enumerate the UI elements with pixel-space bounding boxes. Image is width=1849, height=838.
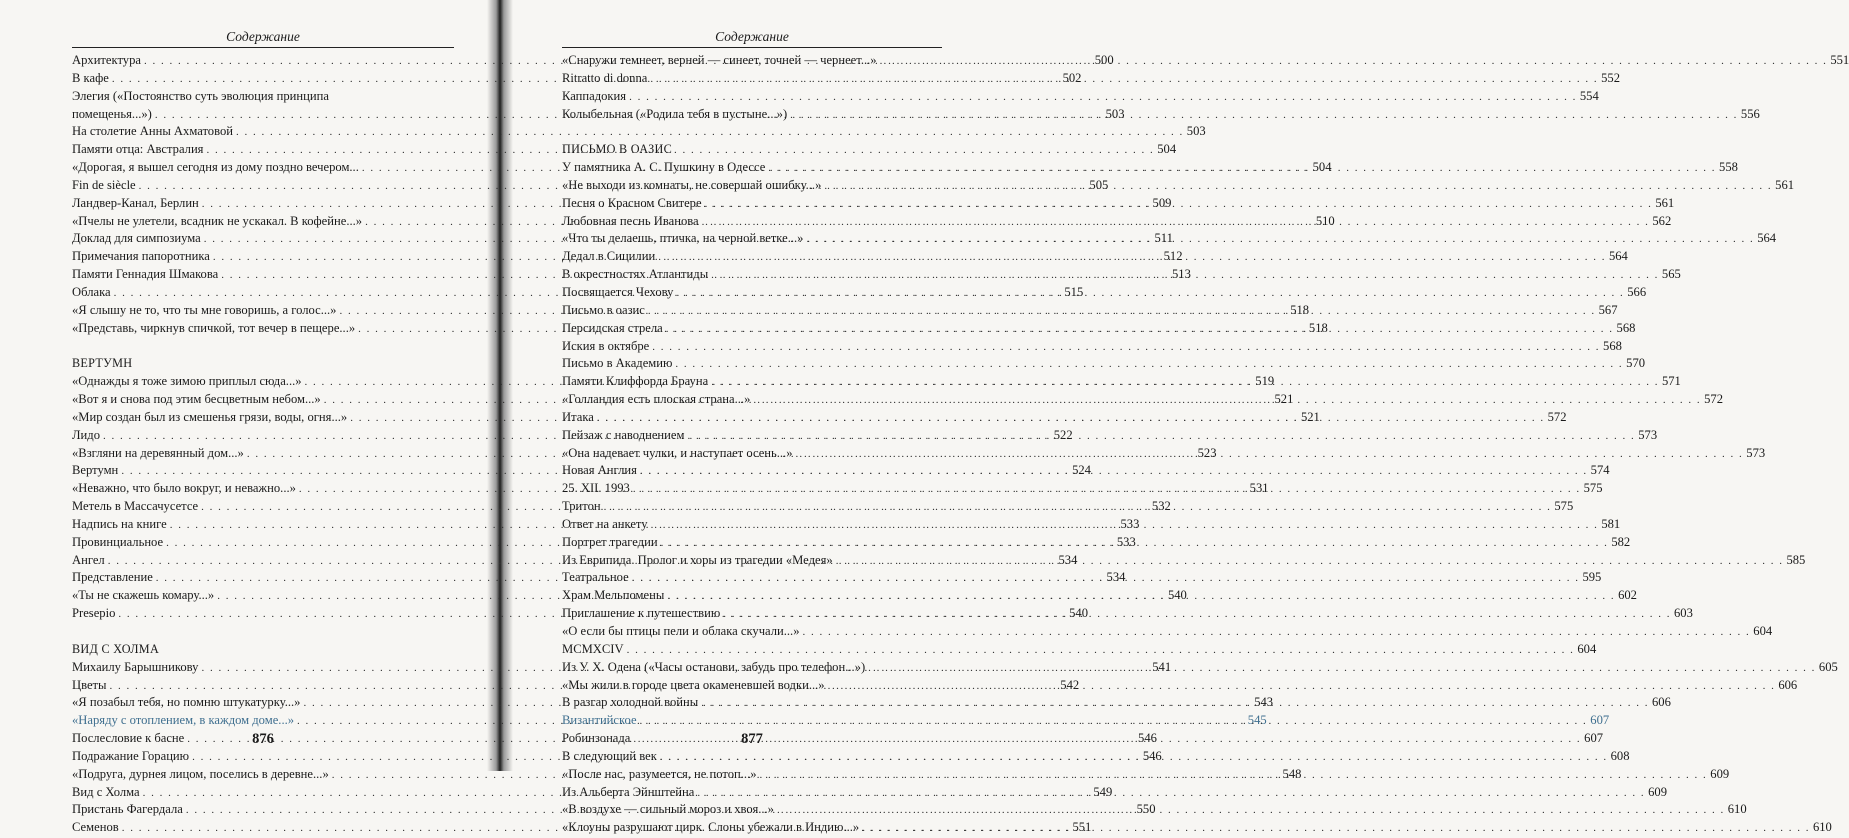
toc-entry-page: 549 bbox=[1093, 784, 1113, 799]
toc-entry-title: Ответ на анкету bbox=[562, 516, 648, 531]
toc-leader-dots bbox=[836, 553, 1784, 571]
toc-entry-title: Приглашение к путешествию bbox=[562, 606, 721, 621]
toc-entry-page: 573 bbox=[1638, 427, 1658, 442]
toc-leader-dots bbox=[640, 463, 1588, 481]
toc-entry-page: 605 bbox=[1818, 659, 1838, 674]
toc-entry-page: 564 bbox=[1757, 231, 1777, 246]
toc-leader-dots bbox=[675, 356, 1623, 374]
toc-entry-title: «Снаружи темнеет, верней — синеет, точней — чернеет...» bbox=[562, 53, 877, 67]
toc-entry-title: Итака bbox=[562, 409, 594, 424]
toc-entry-title: «Дорогая, я вышел сегодня из дому поздно вечером... bbox=[72, 160, 359, 175]
toc-entry-title: Подражание Горацию bbox=[72, 748, 190, 763]
toc-entry-title: «Представь, чиркнув спичкой, тот вечер в пещере...» bbox=[72, 320, 356, 335]
toc-entry-title: В следующий век bbox=[562, 748, 657, 763]
toc-leader-dots bbox=[768, 160, 1716, 178]
toc-entry-page: 556 bbox=[1740, 106, 1760, 121]
toc-entry bbox=[562, 338, 1622, 356]
toc-entry-title: Presepio bbox=[72, 606, 116, 621]
toc-entry-title: Метель в Массачусетсе bbox=[72, 499, 199, 514]
toc-entry-title: MCMXCIV bbox=[562, 641, 624, 656]
toc-entry-title: «Что ты делаешь, птичка, на черной ветке...» bbox=[562, 231, 804, 246]
toc-entry-page: 604 bbox=[1577, 641, 1597, 656]
toc-entry-page: 510 bbox=[1315, 213, 1335, 228]
toc-entry-page: 503 bbox=[1105, 106, 1125, 121]
toc-entry-title: Театральное bbox=[562, 570, 629, 585]
toc-entry-title: «Ты не скажешь комару...» bbox=[72, 588, 215, 603]
toc-entry-page: 518 bbox=[1308, 320, 1328, 335]
toc-entry-title: Колыбельная («Родила тебя в пустыне...») bbox=[562, 106, 788, 121]
toc-leader-dots bbox=[753, 392, 1701, 410]
right-running-head: Содержание bbox=[715, 29, 789, 44]
toc-entry-page: 552 bbox=[1601, 70, 1620, 85]
toc-entry-title: «Она надевает чулки, и наступает осень...» bbox=[562, 445, 793, 460]
toc-entry-title: 25. XII. 1993 bbox=[562, 481, 630, 496]
toc-entry-title: «Я позабыл тебя, но помню штукатурку...» bbox=[72, 695, 301, 710]
toc-entry-page: 543 bbox=[1254, 695, 1274, 710]
toc-leader-dots bbox=[711, 267, 1659, 285]
toc-spacer bbox=[72, 338, 454, 356]
toc-entry-title: Надпись на книге bbox=[72, 516, 167, 531]
toc-leader-dots bbox=[666, 321, 1614, 339]
toc-entry-page: 551 bbox=[1830, 53, 1849, 67]
toc-leader-dots bbox=[660, 749, 1608, 767]
toc-entry-title: Тритон bbox=[562, 499, 601, 514]
toc-leader-dots bbox=[648, 303, 1596, 321]
toc-entry-title: Памяти Геннадия Шмакова bbox=[72, 267, 219, 282]
toc-entry-page: 565 bbox=[1661, 267, 1681, 282]
toc-leader-dots bbox=[723, 606, 1671, 624]
toc-leader-dots bbox=[658, 249, 1606, 267]
toc-entry bbox=[72, 123, 1206, 141]
toc-entry-title: Цветы bbox=[72, 677, 107, 692]
toc-entry-title: «Не выходи из комнаты, не совершай ошибку...» bbox=[562, 177, 822, 192]
toc-entry-page: 582 bbox=[1611, 534, 1631, 549]
toc-entry-page: 573 bbox=[1746, 445, 1766, 460]
toc-entry-page: 581 bbox=[1601, 516, 1621, 531]
toc-leader-dots bbox=[633, 481, 1581, 499]
toc-entry-title: Памяти Клиффорда Брауна bbox=[562, 374, 709, 389]
toc-entry-page: 606 bbox=[1651, 695, 1671, 710]
toc-entry-page: 572 bbox=[1547, 409, 1567, 424]
toc-entry-title: Памяти отца: Австралия bbox=[72, 142, 204, 157]
toc-entry-page: 521 bbox=[1274, 392, 1294, 407]
toc-entry bbox=[562, 355, 1646, 373]
toc-entry-title: «Взгляни на деревянный дом...» bbox=[72, 445, 244, 460]
toc-entry-page: 534 bbox=[1058, 552, 1078, 567]
toc-entry-title: «Мир создан был из смешенья грязи, воды, огня...» bbox=[72, 409, 348, 424]
toc-entry-title: Пейзаж с наводнением bbox=[562, 427, 685, 442]
toc-entry-title: Ангел bbox=[72, 552, 105, 567]
toc-entry-page: 571 bbox=[1661, 374, 1681, 389]
toc-section-heading: ВИД С ХОЛМА bbox=[72, 641, 160, 656]
toc-entry-title: «Пчелы не улетели, всадник не ускакал. В кофейне...» bbox=[72, 213, 363, 228]
toc-entry-title: Дедал в Сицилии bbox=[562, 249, 656, 264]
toc-entry-page: 554 bbox=[1579, 88, 1599, 103]
toc-entry-page: 575 bbox=[1554, 499, 1574, 514]
toc-leader-dots bbox=[650, 71, 1598, 89]
toc-entry-title: помещенья...») bbox=[72, 106, 152, 121]
toc-entry-page: 607 bbox=[1590, 713, 1610, 728]
toc-entry-title: Примечания папоротника bbox=[72, 249, 210, 264]
toc-spacer bbox=[72, 623, 454, 641]
toc-entry-title: Семенов bbox=[72, 820, 119, 835]
toc-entry-page: 546 bbox=[1142, 748, 1162, 763]
toc-leader-dots bbox=[777, 802, 1725, 820]
toc-leader-dots bbox=[701, 695, 1649, 713]
toc-entry-page: 531 bbox=[1249, 481, 1269, 496]
toc-entry-page: 540 bbox=[1069, 606, 1089, 621]
toc-entry-title: Из Еврипида. Пролог и хоры из трагедии «Медея» bbox=[562, 552, 833, 567]
toc-leader-dots bbox=[828, 678, 1776, 696]
toc-entry-page: 505 bbox=[1089, 177, 1109, 192]
toc-entry-title: На столетие Анны Ахматовой bbox=[72, 124, 234, 139]
toc-leader-dots bbox=[667, 588, 1615, 606]
toc-entry-title: «Клоуны разрушают цирк. Слоны убежали в Индию...» bbox=[562, 820, 860, 835]
toc-leader-dots bbox=[640, 713, 1588, 731]
toc-entry-title: Каппадокия bbox=[562, 88, 627, 103]
toc-section-heading: ВЕРТУМН bbox=[72, 356, 133, 371]
toc-entry-title: Песня о Красном Свитере bbox=[562, 195, 702, 210]
toc-entry-page: 604 bbox=[1753, 624, 1773, 638]
toc-entry-title: В окрестностях Атлантиды bbox=[562, 267, 709, 282]
toc-entry-title: Посвящается Чехову bbox=[562, 284, 674, 299]
toc-entry-page: 542 bbox=[1060, 677, 1080, 692]
toc-leader-dots bbox=[711, 374, 1659, 392]
toc-section-heading: ПИСЬМО В ОАЗИС bbox=[562, 142, 673, 157]
toc-leader-dots bbox=[824, 178, 1772, 196]
toc-entry-page: 606 bbox=[1778, 677, 1798, 692]
toc-entry-page: 603 bbox=[1673, 606, 1693, 621]
toc-entry-page: 532 bbox=[1151, 499, 1171, 514]
toc-entry-page: 521 bbox=[1300, 409, 1320, 424]
toc-entry-page: 574 bbox=[1590, 463, 1610, 478]
toc-entry-page: 523 bbox=[1197, 445, 1217, 460]
toc-entry-page: 609 bbox=[1710, 766, 1730, 781]
toc-entry-title: Вид с Холма bbox=[72, 784, 140, 799]
toc-entry-title: Новая Англия bbox=[562, 463, 637, 478]
toc-entry-page: 607 bbox=[1584, 731, 1604, 746]
toc-entry-page: 609 bbox=[1648, 784, 1667, 799]
toc-entry-page: 610 bbox=[1812, 820, 1832, 835]
toc-spacer bbox=[562, 123, 942, 141]
toc-entry-title: Ritratto di donna bbox=[562, 70, 648, 85]
toc-entry-title: Послесловие к басне bbox=[72, 731, 185, 746]
toc-entry-page: 502 bbox=[1062, 70, 1082, 85]
toc-entry-title: Облака bbox=[72, 284, 111, 299]
toc-entry-title: Из У. Х. Одена («Часы останови, забудь про телефон...») bbox=[562, 659, 866, 674]
toc-entry bbox=[562, 623, 1773, 641]
toc-entry-page: 522 bbox=[1053, 427, 1073, 442]
toc-entry-page: 608 bbox=[1610, 748, 1630, 763]
toc-entry-title: Михаилу Барышникову bbox=[72, 659, 199, 674]
toc-leader-dots bbox=[652, 339, 1600, 357]
toc-leader-dots bbox=[661, 535, 1609, 553]
toc-entry-page: 540 bbox=[1167, 588, 1187, 603]
toc-entry-page: 533 bbox=[1116, 534, 1136, 549]
toc-entry-title: «О если бы птицы пели и облака скучали...» bbox=[562, 624, 800, 638]
toc-leader-dots bbox=[702, 214, 1650, 232]
toc-leader-dots bbox=[632, 570, 1580, 588]
left-page-number: 876 bbox=[252, 731, 274, 747]
toc-entry-page: 509 bbox=[1152, 195, 1172, 210]
toc-entry-title: Ландвер-Канал, Берлин bbox=[72, 195, 199, 210]
toc-entry-page: 534 bbox=[1106, 570, 1126, 585]
toc-entry-page: 562 bbox=[1652, 213, 1672, 228]
toc-leader-dots bbox=[803, 624, 1751, 642]
toc-entry-page: 512 bbox=[1163, 249, 1183, 264]
toc-entry-page: 566 bbox=[1627, 284, 1647, 299]
toc-entry-page: 610 bbox=[1727, 802, 1747, 817]
toc-entry-title: Письмо в оазис bbox=[562, 302, 645, 317]
toc-entry-page: 564 bbox=[1608, 249, 1628, 264]
toc-entry-page: 513 bbox=[1171, 267, 1191, 282]
toc-entry-title: Иския в октябре bbox=[562, 338, 650, 353]
toc-entry-title: Портрет трагедии bbox=[562, 534, 658, 549]
toc-entry-title: «В воздухе — сильный мороз и хвоя...» bbox=[562, 802, 774, 817]
toc-entry-page: 541 bbox=[1152, 659, 1172, 674]
toc-entry-page: 575 bbox=[1583, 481, 1603, 496]
toc-leader-dots bbox=[862, 820, 1810, 838]
toc-entry-title: Храм Мельпомены bbox=[562, 588, 665, 603]
toc-entry-title: «Голландия есть плоская страна...» bbox=[562, 392, 751, 407]
toc-entry-title: «Вот я и снова под этим бесцветным небом...» bbox=[72, 392, 321, 407]
toc-entry bbox=[72, 88, 454, 106]
toc-entry-page: 533 bbox=[1120, 516, 1140, 531]
toc-leader-dots bbox=[627, 642, 1575, 660]
toc-entry-page: 568 bbox=[1603, 338, 1622, 353]
toc-entry-title: «Подруга, дурнея лицом, поселись в деревне...» bbox=[72, 766, 329, 781]
toc-entry-title: Архитектура bbox=[72, 53, 141, 67]
toc-leader-dots bbox=[796, 446, 1744, 464]
toc-leader-dots bbox=[880, 53, 1828, 71]
toc-entry-page: 519 bbox=[1255, 374, 1275, 389]
toc-entry-title: Любовная песнь Иванова bbox=[562, 213, 699, 228]
toc-leader-dots bbox=[760, 767, 1708, 785]
toc-entry-page: 515 bbox=[1064, 284, 1084, 299]
toc-entry-page: 561 bbox=[1775, 177, 1795, 192]
toc-entry-title: Персидская стрела bbox=[562, 320, 663, 335]
toc-entry bbox=[562, 88, 1599, 106]
toc-entry-page: 545 bbox=[1247, 713, 1267, 728]
toc-entry-title: «Однажды я тоже зимою приплыл сюда...» bbox=[72, 374, 302, 389]
toc-entry-title: Пристань Фагердала bbox=[72, 802, 183, 817]
left-running-head: Содержание bbox=[226, 29, 300, 44]
toc-entry bbox=[562, 641, 1597, 659]
toc-leader-dots bbox=[676, 285, 1624, 303]
toc-entry-page: 550 bbox=[1136, 802, 1156, 817]
right-head-rule bbox=[562, 47, 942, 48]
toc-entry-title: Византийское bbox=[562, 713, 637, 728]
toc-entry-page: 585 bbox=[1786, 552, 1806, 567]
toc-leader-dots bbox=[597, 410, 1545, 428]
toc-leader-dots bbox=[629, 89, 1577, 107]
toc-entry-page: 567 bbox=[1598, 302, 1618, 317]
toc-leader-dots bbox=[651, 517, 1599, 535]
toc-entry-title: Провинциальное bbox=[72, 534, 164, 549]
toc-leader-dots bbox=[604, 499, 1552, 517]
toc-entry-page: 548 bbox=[1282, 766, 1302, 781]
toc-leader-dots bbox=[697, 785, 1645, 803]
toc-entry-title: «Я слышу не то, что ты мне говоришь, а голос...» bbox=[72, 302, 337, 317]
toc-entry-title: Лидо bbox=[72, 427, 100, 442]
toc-entry-title: Fin de siècle bbox=[72, 177, 136, 192]
toc-entry-title: «После нас, разумеется, не потоп...» bbox=[562, 766, 757, 781]
toc-entry-page: 524 bbox=[1072, 463, 1091, 478]
toc-entry-title: У памятника А. С. Пушкину в Одессе bbox=[562, 160, 766, 175]
toc-entry-page: 572 bbox=[1704, 392, 1724, 407]
toc-entry-page: 558 bbox=[1719, 160, 1738, 175]
toc-entry-page: 500 bbox=[1094, 53, 1114, 67]
toc-entry-page: 504 bbox=[1157, 142, 1177, 157]
toc-entry-title: Вертумн bbox=[72, 463, 119, 478]
toc-entry-page: 518 bbox=[1290, 302, 1310, 317]
toc-entry-page: 551 bbox=[1072, 820, 1092, 835]
toc-entry-page: 511 bbox=[1154, 231, 1173, 246]
toc-entry-title: Элегия («Постоянство суть эволюция принципа bbox=[72, 88, 329, 103]
toc-entry-page: 602 bbox=[1618, 588, 1637, 603]
left-head-rule bbox=[72, 47, 454, 48]
toc-entry-title: Робинзонада bbox=[562, 731, 631, 746]
toc-leader-dots bbox=[790, 107, 1738, 125]
toc-leader-dots bbox=[806, 231, 1754, 249]
toc-entry-title: Доклад для симпозиума bbox=[72, 231, 201, 246]
toc-entry-title: «Наряду с отоплением, в каждом доме...» bbox=[72, 713, 295, 728]
toc-entry-title: Письмо в Академию bbox=[562, 356, 673, 371]
toc-leader-dots bbox=[705, 196, 1653, 214]
toc-entry-page: 503 bbox=[1186, 124, 1206, 139]
toc-entry-page: 546 bbox=[1138, 731, 1157, 746]
toc-entry-page: 595 bbox=[1582, 570, 1602, 585]
toc-entry-title: В разгар холодной войны bbox=[562, 695, 699, 710]
toc-entry-title: Из Альберта Эйнштейна bbox=[562, 784, 695, 799]
toc-leader-dots bbox=[687, 428, 1635, 446]
right-page-number: 877 bbox=[741, 731, 763, 747]
toc-entry-title: «Неважно, что было вокруг, и неважно...» bbox=[72, 481, 296, 496]
toc-entry-page: 561 bbox=[1655, 195, 1675, 210]
toc-entry-title: Представление bbox=[72, 570, 153, 585]
toc-entry-page: 570 bbox=[1626, 356, 1646, 371]
toc-entry-page: 504 bbox=[1312, 160, 1332, 175]
toc-entry-title: «Мы жили в городе цвета окаменевшей водки...» bbox=[562, 677, 825, 692]
toc-leader-dots bbox=[868, 660, 1816, 678]
toc-entry-page: 568 bbox=[1616, 320, 1636, 335]
toc-entry-title: В кафе bbox=[72, 70, 109, 85]
